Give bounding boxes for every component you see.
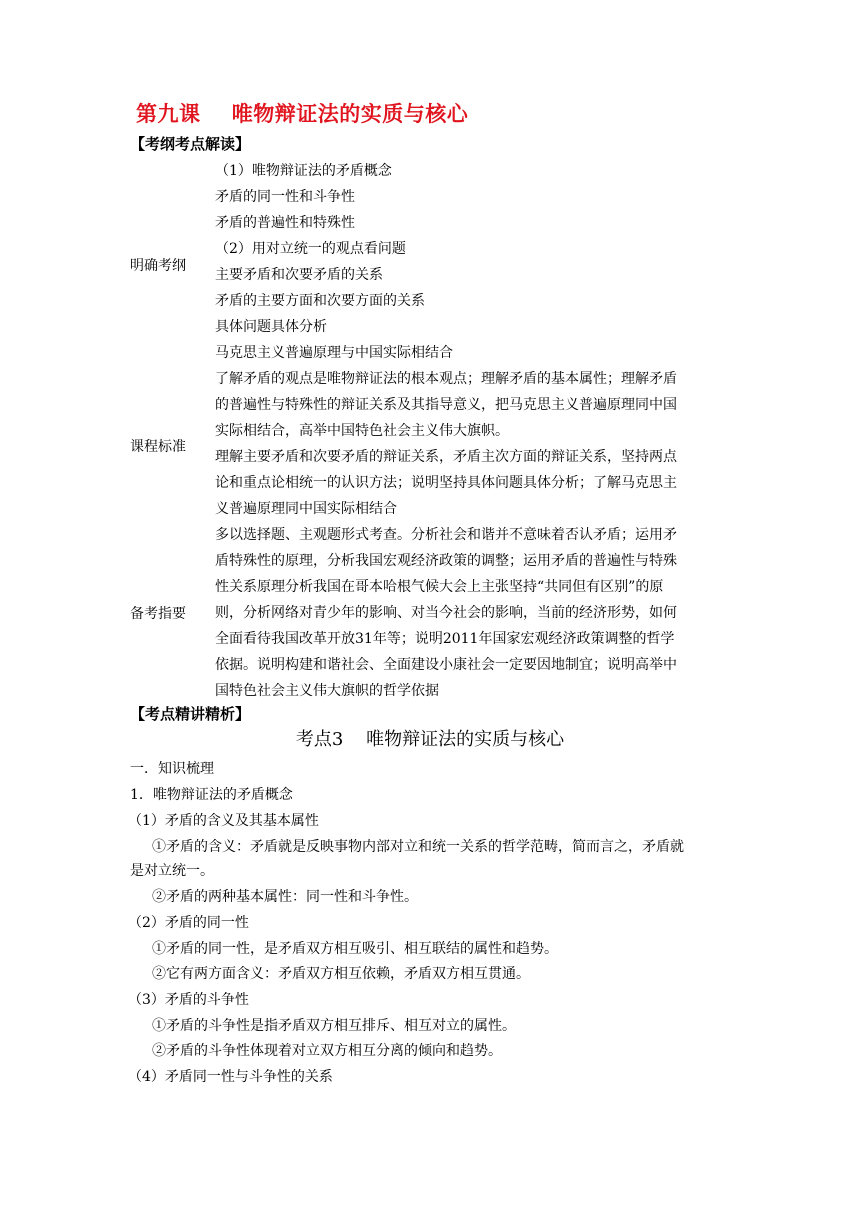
- kaodian-title: 考点3 唯物辩证法的实质与核心: [295, 729, 565, 750]
- body-line: （4）矛盾同一性与斗争性的关系: [128, 1069, 333, 1085]
- section-heading-outline: 【考纲考点解读】: [130, 135, 251, 153]
- beikao-line: 全面看待我国改革开放31年等；说明2011年国家宏观经济政策调整的哲学: [215, 631, 675, 647]
- body-line: ②矛盾的两种基本属性：同一性和斗争性。: [152, 889, 418, 905]
- body-line: （1）矛盾的含义及其基本属性: [128, 813, 319, 829]
- beikao-line: 依据。说明构建和谐社会、全面建设小康社会一定要因地制宜；说明高举中: [215, 657, 677, 673]
- body-line: （2）矛盾的同一性: [128, 915, 249, 931]
- lesson-title: 第九课 唯物辩证法的实质与核心: [136, 101, 469, 126]
- kecheng-line: 义普遍原理同中国实际相结合: [215, 501, 397, 517]
- beikao-line: 多以选择题、主观题形式考查。分析社会和谐并不意味着否认矛盾；运用矛: [215, 527, 677, 543]
- row-label-beikao: 备考指要: [130, 606, 186, 622]
- mingque-line: 矛盾的普遍性和特殊性: [215, 215, 355, 231]
- mingque-line: （1）唯物辩证法的矛盾概念: [215, 163, 392, 179]
- mingque-line: 主要矛盾和次要矛盾的关系: [215, 267, 383, 283]
- body-line: ①矛盾的同一性，是矛盾双方相互吸引、相互联结的属性和趋势。: [152, 941, 558, 957]
- mingque-line: 具体问题具体分析: [215, 319, 327, 335]
- kecheng-line: 了解矛盾的观点是唯物辩证法的根本观点；理解矛盾的基本属性；理解矛盾: [215, 371, 677, 387]
- mingque-line: 马克思主义普遍原理与中国实际相结合: [215, 345, 453, 361]
- row-label-mingque: 明确考纲: [130, 258, 186, 274]
- kecheng-line: 的普遍性与特殊性的辩证关系及其指导意义，把马克思主义普遍原理同中国: [215, 397, 677, 413]
- body-line: ①矛盾的斗争性是指矛盾双方相互排斥、相互对立的属性。: [152, 1018, 516, 1034]
- row-label-kecheng: 课程标准: [130, 439, 186, 455]
- body-line: ②它有两方面含义：矛盾双方相互依赖，矛盾双方相互贯通。: [152, 966, 530, 982]
- beikao-line: 性关系原理分析我国在哥本哈根气候大会上主张坚持“共同但有区别”的原: [215, 579, 664, 595]
- mingque-line: 矛盾的主要方面和次要方面的关系: [215, 293, 425, 309]
- body-line: ①矛盾的含义：矛盾就是反映事物内部对立和统一关系的哲学范畴，简而言之，矛盾就: [152, 839, 684, 855]
- kecheng-line: 理解主要矛盾和次要矛盾的辩证关系，矛盾主次方面的辩证关系，坚持两点: [215, 449, 677, 465]
- body-line: ②矛盾的斗争性体现着对立双方相互分离的倾向和趋势。: [152, 1043, 502, 1059]
- body-line: 是对立统一。: [130, 863, 214, 879]
- mingque-line: （2）用对立统一的观点看问题: [215, 241, 406, 257]
- mingque-line: 矛盾的同一性和斗争性: [215, 189, 355, 205]
- beikao-line: 国特色社会主义伟大旗帜的哲学依据: [215, 683, 439, 699]
- beikao-line: 盾特殊性的原理，分析我国宏观经济政策的调整；运用矛盾的普遍性与特殊: [215, 553, 677, 569]
- kecheng-line: 论和重点论相统一的认识方法；说明坚持具体问题具体分析；了解马克思主: [215, 475, 677, 491]
- section-heading-analysis: 【考点精讲精析】: [130, 705, 251, 723]
- mingque-content: [215, 158, 453, 366]
- beikao-line: 则，分析网络对青少年的影响、对当今社会的影响，当前的经济形势，如何: [215, 605, 677, 621]
- body-line: （3）矛盾的斗争性: [128, 992, 249, 1008]
- beikao-content: [215, 522, 677, 704]
- body-subheading: 1．唯物辩证法的矛盾概念: [130, 787, 293, 803]
- kecheng-content: [215, 366, 677, 522]
- body-heading: 一．知识梳理: [130, 761, 214, 777]
- kecheng-line: 实际相结合，高举中国特色社会主义伟大旗帜。: [215, 423, 509, 439]
